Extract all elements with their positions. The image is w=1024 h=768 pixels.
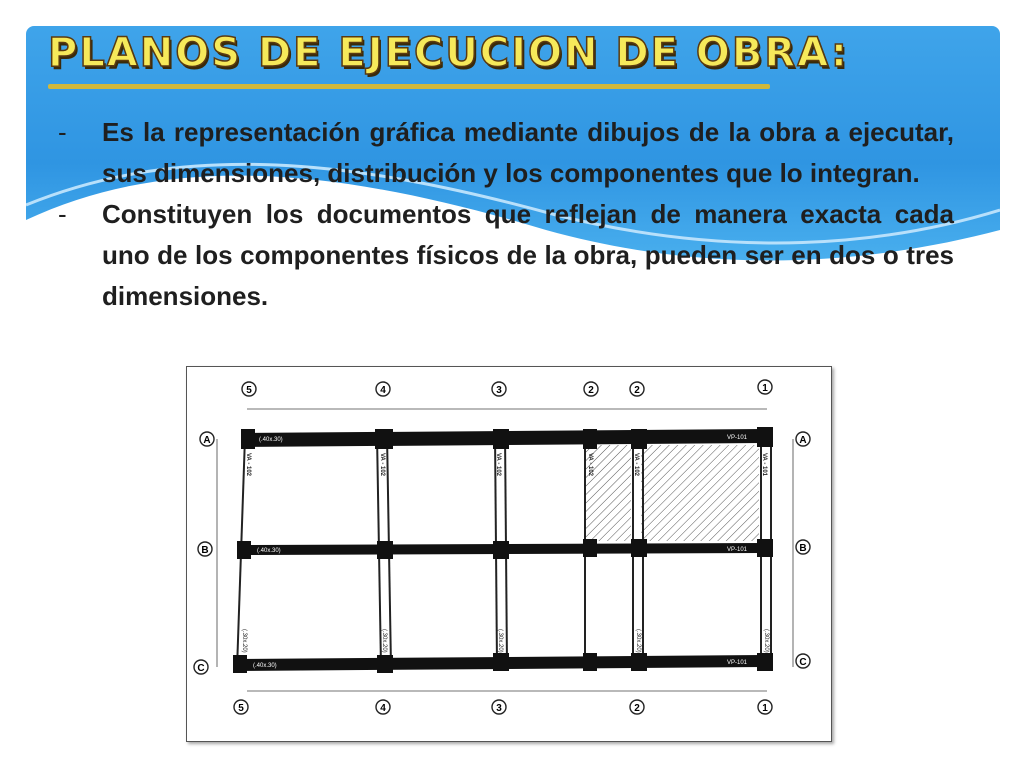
axis-letter-label: A bbox=[799, 435, 807, 446]
axis-letter-label: A bbox=[203, 435, 211, 446]
axis-letter-label: C bbox=[197, 663, 205, 674]
axis-number-label: 1 bbox=[762, 703, 768, 714]
title-underline bbox=[48, 84, 770, 89]
floor-plan-drawing bbox=[187, 367, 831, 741]
hatched-slab bbox=[641, 445, 759, 541]
bullet-dash: - bbox=[58, 117, 67, 147]
axis-number-label: 2 bbox=[634, 385, 640, 396]
beam-tag: VP-101 bbox=[727, 660, 748, 666]
axis-number-label: 4 bbox=[380, 385, 386, 396]
section-tag: (.30x.20) bbox=[497, 629, 503, 653]
bullet-text: Es la representación gráfica mediante dibujos de la obra a ejecutar, sus dimensiones, distribución y los componentes que lo integran. bbox=[102, 117, 954, 188]
bullet-text: Constituyen los documentos que reflejan de manera exacta cada uno de los componentes físicos de la obra, pueden ser en dos o tres dimensiones. bbox=[102, 199, 954, 311]
axis-number-label: 3 bbox=[496, 703, 502, 714]
bullet-list bbox=[58, 112, 954, 317]
beam-tag: VP-101 bbox=[727, 435, 748, 441]
section-tag: (.30x.20) bbox=[381, 629, 387, 653]
bullet-item bbox=[58, 194, 954, 317]
axis-bubbles-top bbox=[242, 380, 772, 396]
section-tag: (.30x.20) bbox=[241, 629, 247, 653]
beam-label: VA - 102 bbox=[495, 453, 501, 477]
beam-tag: (.40x.30) bbox=[253, 663, 277, 669]
section-tag: (.30x.20) bbox=[635, 629, 641, 653]
axis-letter-label: B bbox=[799, 543, 807, 554]
beam-label: VA - 102 bbox=[245, 453, 251, 477]
axis-number-label: 5 bbox=[238, 703, 244, 714]
axis-letter-label: B bbox=[201, 545, 209, 556]
beam-label: VA - 102 bbox=[633, 453, 639, 477]
section-tags bbox=[241, 629, 769, 653]
bullet-item bbox=[58, 112, 954, 194]
axis-number-label: 5 bbox=[246, 385, 252, 396]
beam-label: VA - 101 bbox=[761, 453, 767, 477]
bullet-dash: - bbox=[58, 199, 67, 229]
axis-number-label: 2 bbox=[588, 385, 594, 396]
beam-tag: (.40x.30) bbox=[257, 548, 281, 554]
beam-label: VA - 102 bbox=[379, 453, 385, 477]
floor-plan-image bbox=[186, 366, 832, 742]
beam-label: VA - 102 bbox=[587, 453, 593, 477]
axis-bubbles-bottom bbox=[234, 700, 772, 714]
axis-number-label: 2 bbox=[634, 703, 640, 714]
beam-tag: (.40x.30) bbox=[259, 437, 283, 443]
axis-number-label: 1 bbox=[762, 383, 768, 394]
beam-tag: VP-101 bbox=[727, 547, 748, 553]
axis-number-label: 3 bbox=[496, 385, 502, 396]
axis-letter-label: C bbox=[799, 657, 807, 668]
section-tag: (.30x.20) bbox=[763, 629, 769, 653]
slide-title: PLANOS DE EJECUCION DE OBRA: bbox=[48, 30, 849, 76]
axis-number-label: 4 bbox=[380, 703, 386, 714]
